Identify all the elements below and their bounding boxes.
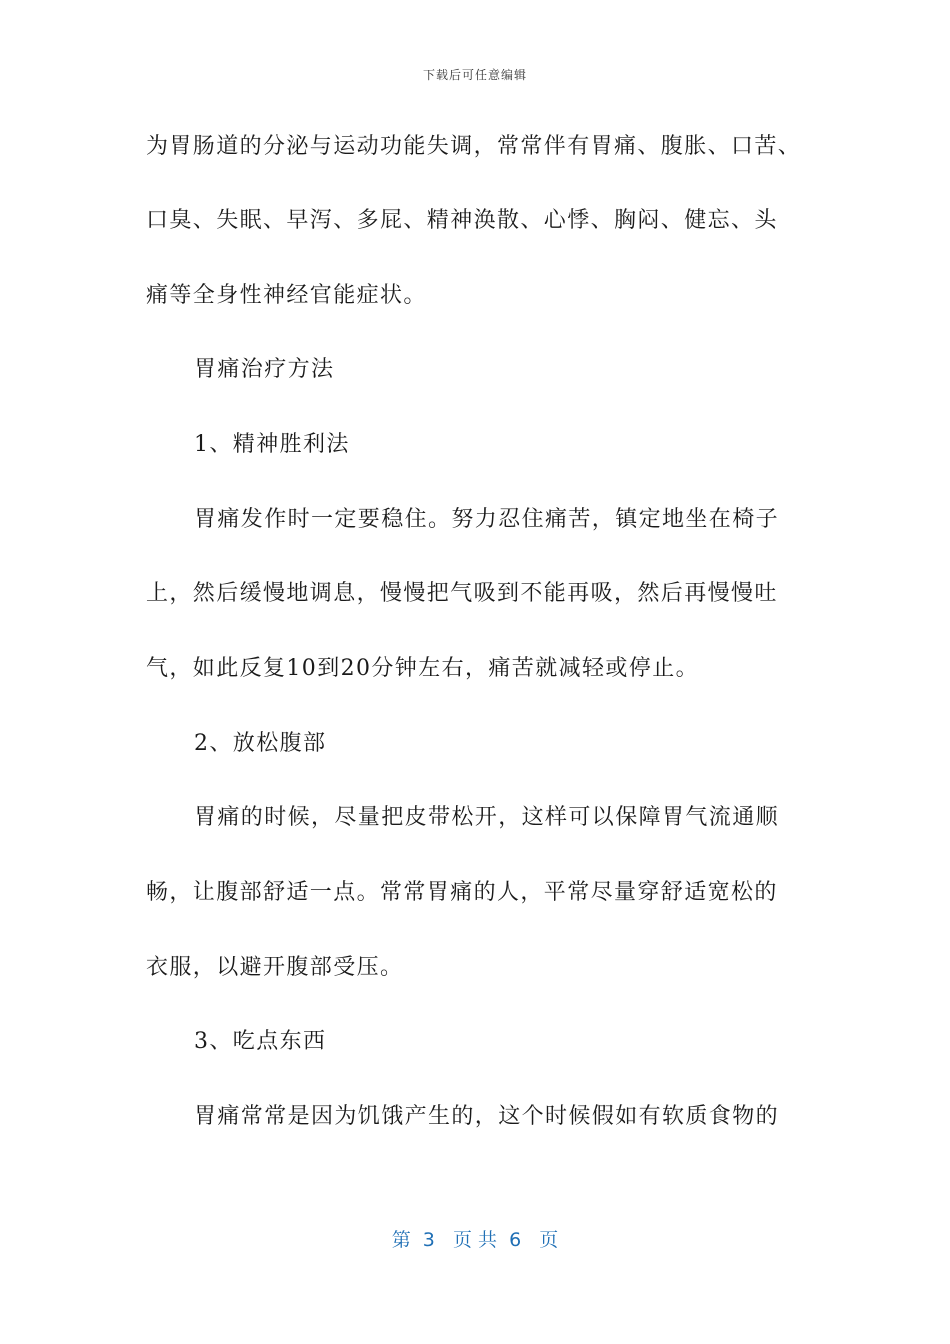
body-line-8: 气，如此反复10到20分钟左右，痛苦就减轻或停止。 <box>146 656 699 681</box>
body-line-14: 胃痛常常是因为饥饿产生的，这个时候假如有软质食物的 <box>194 1104 780 1129</box>
subheading-2: 2、放松腹部 <box>194 731 327 756</box>
body-line-11: 畅，让腹部舒适一点。常常胃痛的人，平常尽量穿舒适宽松的 <box>146 880 778 905</box>
subheading-1: 1、精神胜利法 <box>194 432 350 457</box>
body-line-6: 胃痛发作时一定要稳住。努力忍住痛苦，镇定地坐在椅子 <box>194 507 780 532</box>
body-line-7: 上，然后缓慢地调息，慢慢把气吸到不能再吸，然后再慢慢吐 <box>146 581 778 606</box>
body-line-2: 口臭、失眠、早泻、多屁、精神涣散、心悸、胸闷、健忘、头 <box>146 208 778 233</box>
body-line-3: 痛等全身性神经官能症状。 <box>146 283 427 308</box>
body-line-12: 衣服，以避开腹部受压。 <box>146 955 404 980</box>
subheading-3: 3、吃点东西 <box>194 1029 327 1054</box>
page-header: 下载后可任意编辑 <box>422 68 527 82</box>
section-heading: 胃痛治疗方法 <box>194 357 335 382</box>
body-line-1: 为胃肠道的分泌与运动功能失调，常常伴有胃痛、腹胀、口苦、 <box>146 134 802 159</box>
body-line-10: 胃痛的时候，尽量把皮带松开，这样可以保障胃气流通顺 <box>194 805 780 830</box>
page-number-footer: 第 3 页 共 6 页 <box>391 1229 559 1251</box>
